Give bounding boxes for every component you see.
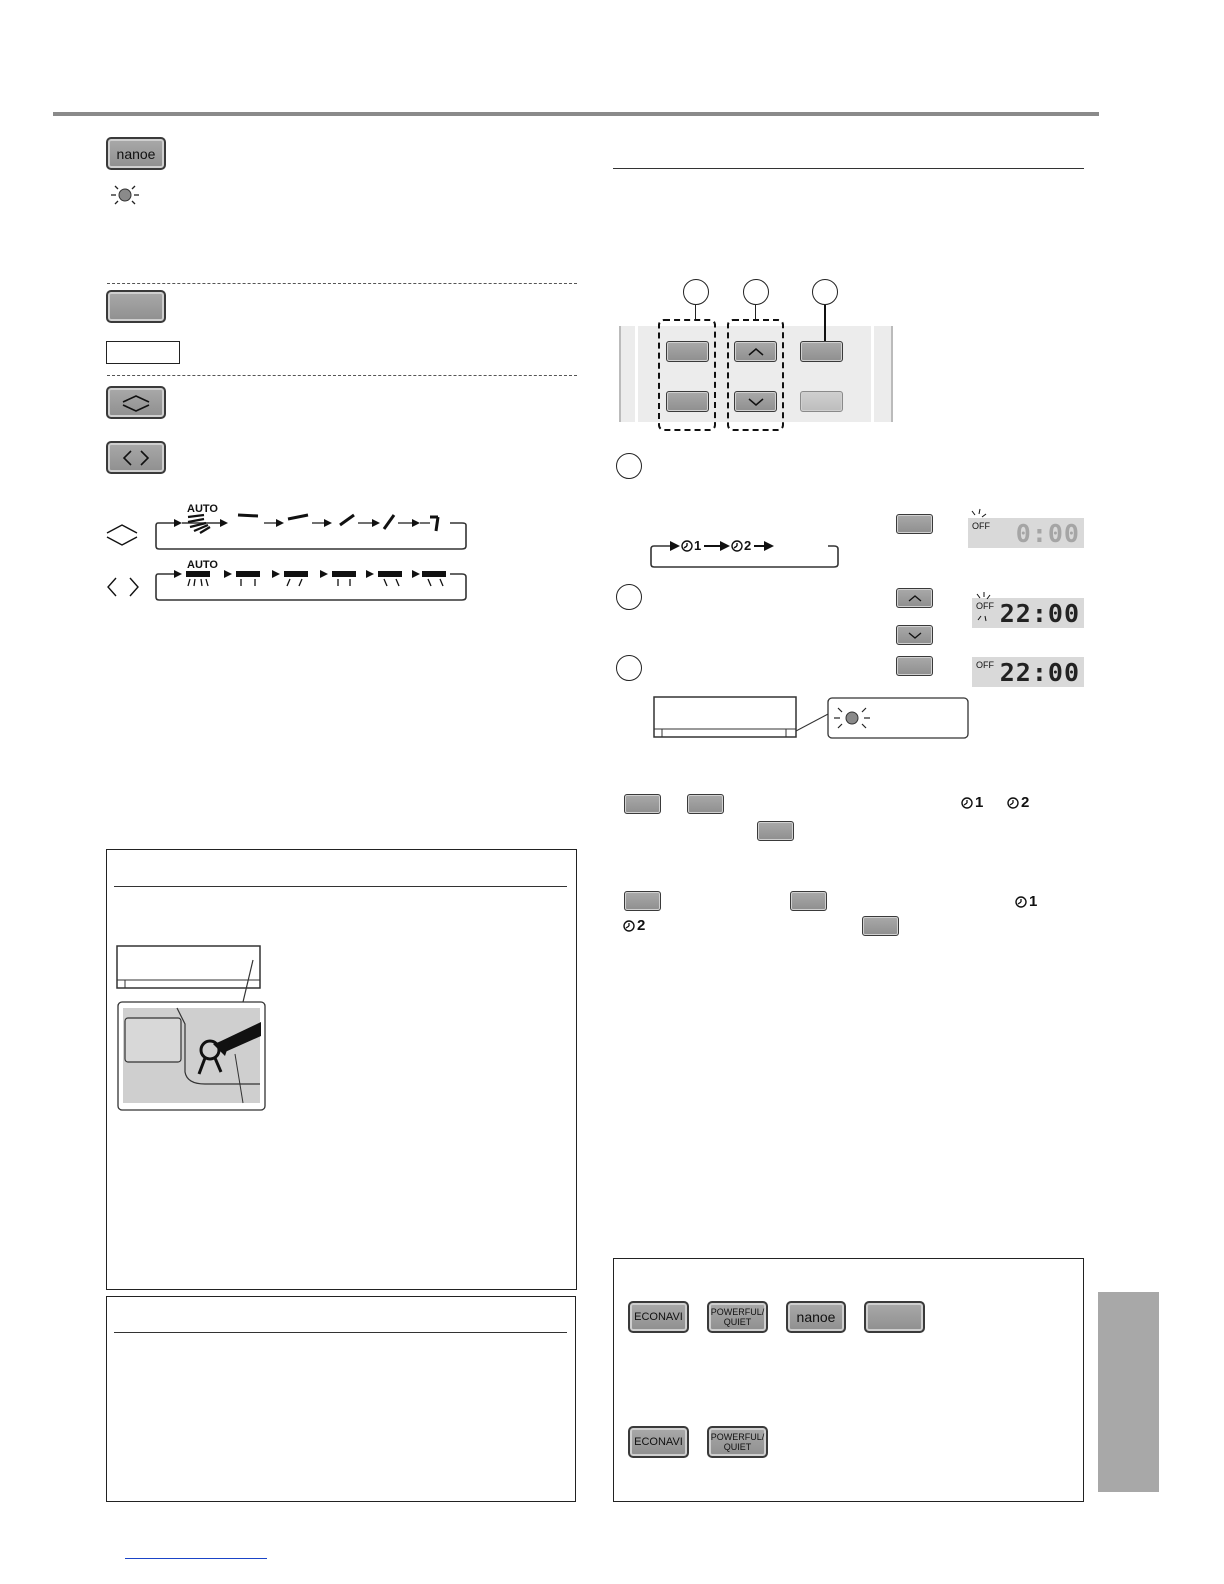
econavi-button-label: ECONAVI [634, 1436, 683, 1448]
timer-cancel-button[interactable] [800, 391, 843, 412]
step-marker-1 [616, 453, 642, 479]
powerful-quiet-label-line2: QUIET [723, 1442, 752, 1452]
step2-up-button[interactable] [896, 588, 933, 608]
indicator-lamp-icon [106, 182, 146, 208]
marker-leader [824, 305, 826, 343]
timer-2-icon [622, 919, 636, 933]
step1-timer-button[interactable] [896, 514, 933, 534]
marker-leader [755, 305, 756, 319]
section-rule [613, 168, 1084, 169]
step-marker-2 [743, 279, 769, 305]
blink-icon [972, 590, 996, 624]
time-adjust-group-outline [727, 319, 784, 431]
blank-button-secondary[interactable] [864, 1301, 925, 1333]
vertical-arrows-icon [119, 394, 153, 412]
blink-icon [966, 508, 990, 528]
chevron-down-icon [907, 631, 923, 640]
timer-2-label: 2 [1021, 794, 1030, 811]
section-divider [107, 375, 577, 376]
horizontal-auto-label: AUTO [187, 559, 218, 571]
step-marker-3 [812, 279, 838, 305]
timer-2-label: 2 [637, 917, 646, 934]
horizontal-swing-button[interactable] [106, 441, 166, 474]
lcd-off-label: OFF [976, 660, 994, 670]
vertical-airflow-icon [103, 523, 141, 547]
chevron-down-icon [747, 397, 765, 407]
powerful-quiet-button[interactable] [707, 1301, 768, 1333]
horizontal-swing-sequence [154, 568, 470, 604]
vertical-swing-button[interactable] [106, 386, 166, 419]
econavi-button-lower[interactable] [628, 1426, 689, 1458]
section-divider [107, 283, 577, 284]
timer-off-button[interactable] [666, 391, 709, 412]
nanoe-button-label: nanoe [796, 1309, 836, 1325]
chevron-up-icon [747, 347, 765, 357]
chevron-up-icon [907, 594, 923, 603]
timer-2-icon [1006, 796, 1020, 810]
step-marker-1 [683, 279, 709, 305]
powerful-quiet-label-line1: POWERFUL/ [710, 1307, 765, 1317]
nanoe-button-label: nanoe [116, 145, 156, 162]
timer-1-icon [960, 796, 974, 810]
lcd-time: 0:00 [1015, 519, 1080, 548]
lcd-off-label: OFF [976, 601, 994, 611]
indoor-unit-illustration [115, 944, 270, 1114]
info-box-rule [114, 1332, 567, 1333]
compatibility-box [613, 1258, 1084, 1502]
step3-set-button[interactable] [896, 656, 933, 676]
label-frame [106, 341, 180, 364]
timer-on-button[interactable] [666, 341, 709, 362]
powerful-quiet-label-line1: POWERFUL/ [710, 1432, 765, 1442]
note-timer-off-button[interactable] [687, 794, 724, 814]
footer-link-underline[interactable] [125, 1558, 267, 1559]
sequence-timer-2-label: 2 [744, 538, 752, 553]
note-cancel-button[interactable] [790, 891, 827, 911]
timer-group-outline [658, 319, 716, 431]
info-box-lower [106, 1296, 576, 1502]
lcd-off-label: OFF [972, 521, 990, 531]
sequence-timer-1-label: 1 [694, 538, 702, 553]
note-set-button[interactable] [757, 821, 794, 841]
marker-leader [695, 305, 696, 319]
econavi-button[interactable] [628, 1301, 689, 1333]
note-cancel-timer-button[interactable] [624, 891, 661, 911]
step-marker-3 [616, 655, 642, 681]
time-up-button[interactable] [734, 341, 777, 362]
timer-1-label: 1 [1029, 893, 1038, 910]
header-rule [53, 112, 1099, 116]
info-box-rule [114, 886, 567, 887]
timer-set-button[interactable] [800, 341, 843, 362]
nanoe-button[interactable] [106, 137, 166, 170]
time-down-button[interactable] [734, 391, 777, 412]
step2-down-button[interactable] [896, 625, 933, 645]
econavi-button-label: ECONAVI [634, 1311, 683, 1323]
lcd-time: 22:00 [999, 658, 1080, 687]
horizontal-arrows-icon [119, 448, 153, 468]
nanoe-button-secondary[interactable] [786, 1301, 846, 1333]
horizontal-airflow-icon [104, 575, 142, 599]
powerful-quiet-button-lower[interactable] [707, 1426, 768, 1458]
timer-1-label: 1 [975, 794, 984, 811]
section-side-tab [1098, 1292, 1159, 1492]
powerful-quiet-label-line2: QUIET [723, 1317, 752, 1327]
lcd-display-confirmed [972, 657, 1084, 687]
note-confirm-button[interactable] [862, 916, 899, 936]
note-timer-on-button[interactable] [624, 794, 661, 814]
vertical-auto-label: AUTO [187, 503, 218, 515]
blank-function-button[interactable] [106, 290, 166, 323]
lcd-time: 22:00 [999, 599, 1080, 628]
indoor-unit-lamp-illustration [650, 695, 975, 743]
timer-1-icon [1014, 895, 1028, 909]
vertical-swing-sequence [154, 513, 470, 553]
step-marker-2 [616, 584, 642, 610]
